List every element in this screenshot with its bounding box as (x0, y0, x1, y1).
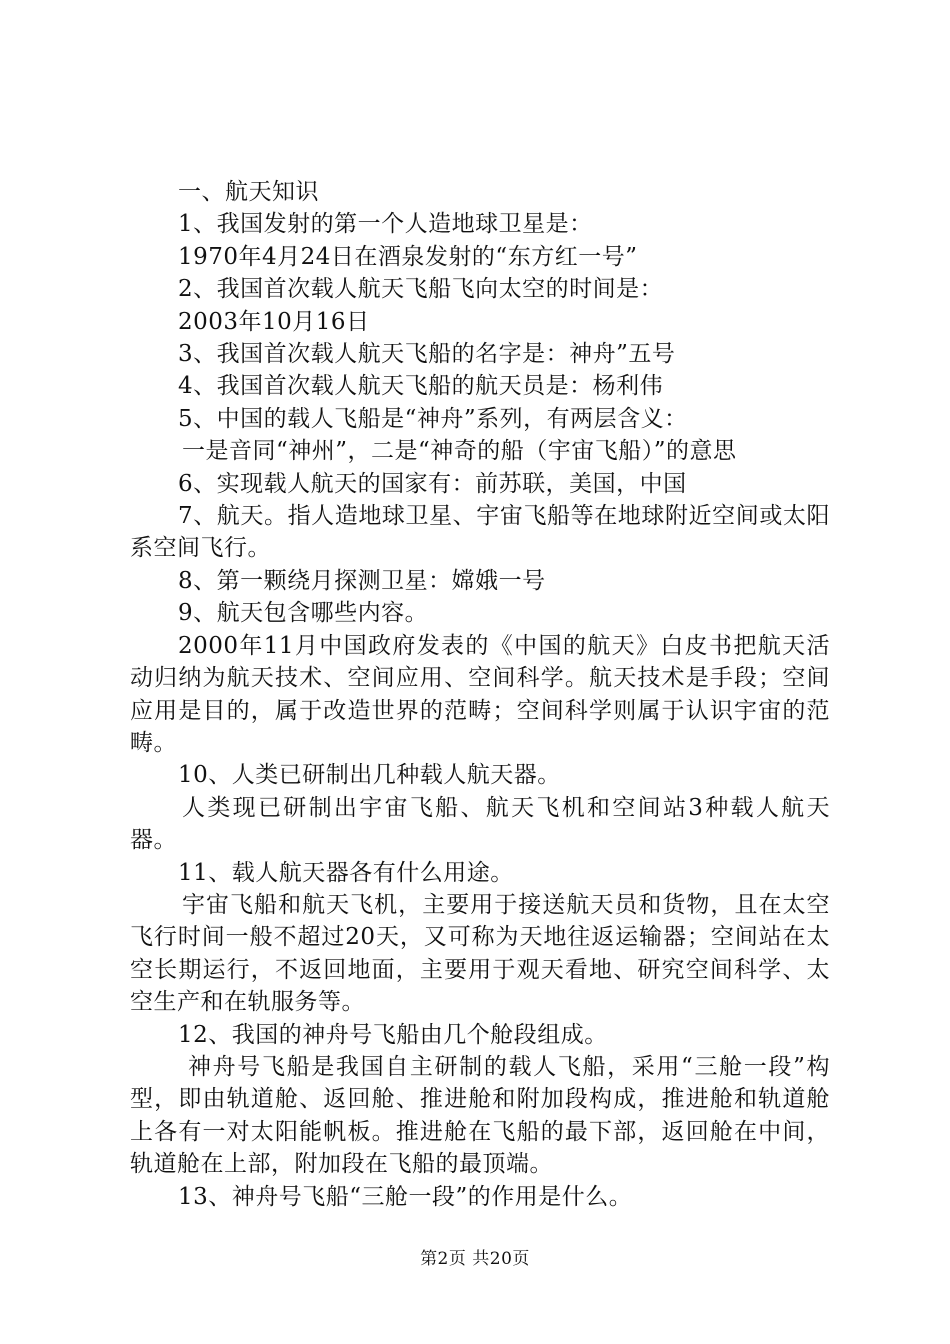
question-8: 8、第一颗绕月探测卫星：嫦娥一号 (178, 567, 546, 594)
section-heading: 一、航天知识 (178, 179, 319, 205)
answer-10: 人类现已研制出宇宙飞船、航天飞机和空间站3种载人航天器。 (130, 794, 830, 854)
question-11: 11、载人航天器各有什么用途。 (178, 859, 514, 886)
answer-2: 2003年10月16日 (178, 308, 370, 335)
question-1: 1、我国发射的第一个人造地球卫星是： (178, 211, 593, 238)
question-7: 7、航天。指人造地球卫星、宇宙飞船等在地球附近空间或太阳系空间飞行。 (130, 503, 830, 562)
answer-11: 宇宙飞船和航天飞机，主要用于接送航天员和货物，且在太空飞行时间一般不超过20天，又可称为天地往返运输器；空间站在太空长期运行，不返回地面，主要用于观天看地、研究空间科学、太空生产和在轨服务等。 (130, 891, 830, 1016)
question-6: 6、实现载人航天的国家有：前苏联，美国，中国 (178, 470, 687, 497)
page-number: 第2页 共20页 (420, 1249, 530, 1269)
question-4: 4、我国首次载人航天飞船的航天员是：杨利伟 (178, 373, 664, 400)
page-footer (0, 1244, 950, 1269)
document-body (130, 176, 830, 1213)
answer-9: 2000年11月中国政府发表的《中国的航天》白皮书把航天活动归纳为航天技术、空间应用、空间科学。航天技术是手段；空间应用是目的，属于改造世界的范畴；空间科学则属于认识宇宙的范畴。 (130, 632, 830, 756)
question-3: 3、我国首次载人航天飞船的名字是：神舟”五号 (178, 341, 676, 368)
question-9: 9、航天包含哪些内容。 (178, 600, 429, 627)
answer-12: 神舟号飞船是我国自主研制的载人飞船，采用“三舱一段”构型，即由轨道舱、返回舱、推进舱和附加段构成，推进舱和轨道舱上各有一对太阳能帆板。推进舱在飞船的最下部，返回舱在中间，轨道舱在上部，附加段在飞船的最顶端。 (130, 1053, 830, 1178)
question-13: 13、神舟号飞船“三舱一段”的作用是什么。 (178, 1183, 633, 1210)
answer-5: 一是音同“神州”，二是“神奇的船（宇宙飞船）”的意思 (182, 438, 737, 465)
answer-1: 1970年4月24日在酒泉发射的“东方红一号” (178, 243, 638, 270)
question-2: 2、我国首次载人航天飞船飞向太空的时间是： (178, 276, 664, 303)
question-10: 10、人类已研制出几种载人航天器。 (178, 762, 561, 789)
question-5: 5、中国的载人飞船是“神舟”系列，有两层含义： (178, 405, 688, 432)
question-12: 12、我国的神舟号飞船由几个舱段组成。 (178, 1021, 608, 1048)
